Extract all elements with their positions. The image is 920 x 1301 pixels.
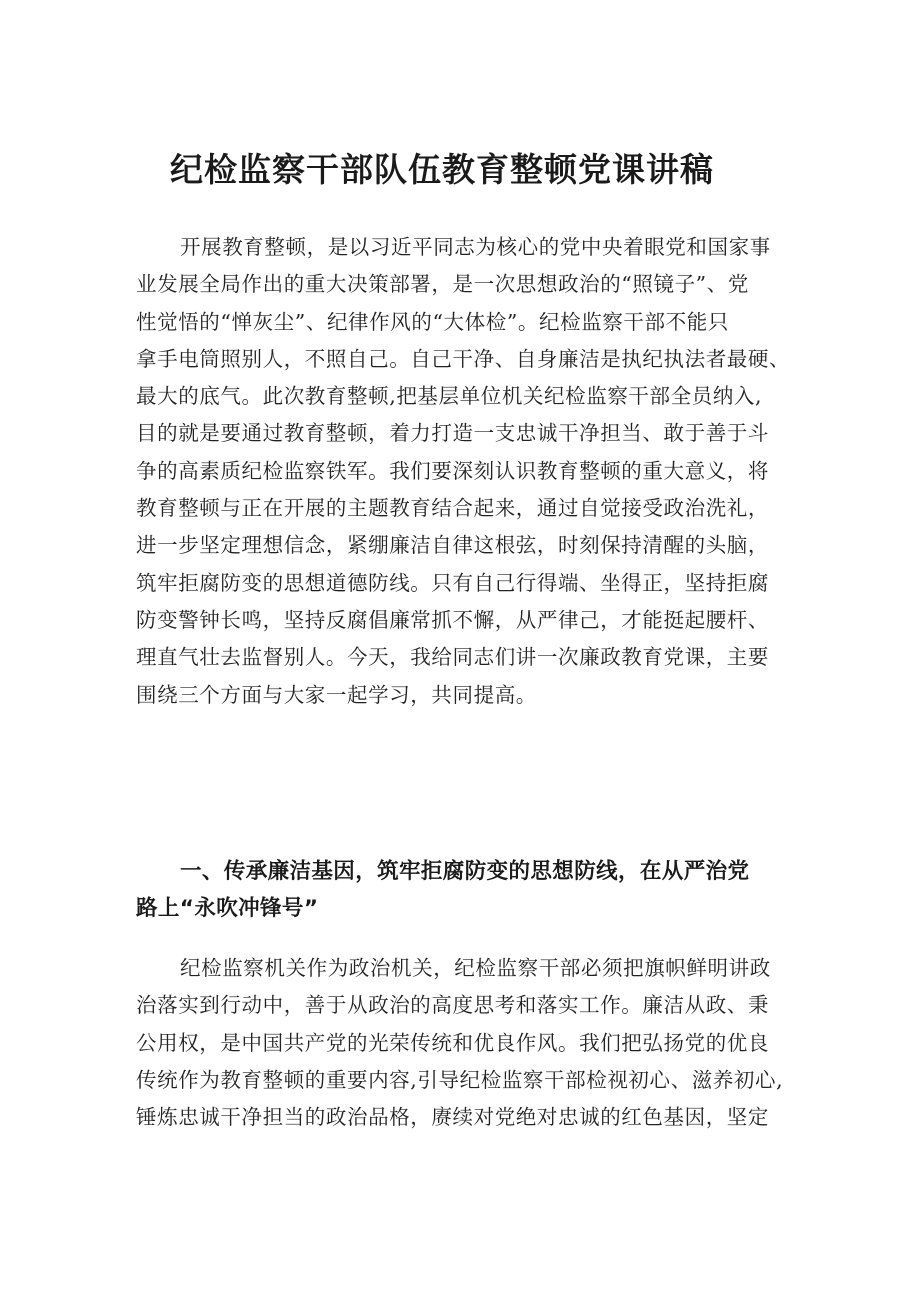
paragraph-line: 防变警钟长鸣，坚持反腐倡廉常抓不懈，从严律己，才能挺起腰杆、 — [136, 607, 769, 632]
heading-line: 路上“永吹冲锋号” — [136, 896, 319, 922]
paragraph-line: 公用权，是中国共产党的光荣传统和优良作风。我们把弘扬党的优良 — [136, 1030, 769, 1055]
paragraph-line: 治落实到行动中，善于从政治的高度思考和落实工作。廉洁从政、秉 — [136, 993, 769, 1018]
paragraph-line: 最大的底气。此次教育整顿,把基层单位机关纪检监察干部全员纳入, — [136, 384, 763, 409]
section-heading-1 — [136, 853, 796, 928]
paragraph-line: 教育整顿与正在开展的主题教育结合起来，通过自觉接受政治洗礼， — [136, 496, 769, 521]
paragraph-line: 进一步坚定理想信念，紧绷廉洁自律这根弦，时刻保持清醒的头脑， — [136, 533, 769, 558]
paragraph-line: 理直气壮去监督别人。今天，我给同志们讲一次廉政教育党课，主要 — [136, 645, 769, 670]
paragraph-line: 开展教育整顿，是以习近平同志为核心的党中央着眼党和国家事 — [180, 235, 771, 259]
paragraph-line: 目的就是要通过教育整顿，着力打造一支忠诚干净担当、敢于善于斗 — [136, 421, 769, 446]
paragraph-line: 纪检监察机关作为政治机关，纪检监察干部必须把旗帜鲜明讲政 — [180, 956, 771, 980]
paragraph-line: 性觉悟的“惮灰尘”、纪律作风的“大体检”。纪检监察干部不能只 — [136, 309, 729, 334]
paragraph-line: 筑牢拒腐防变的思想道德防线。只有自己行得端、坐得正，坚持拒腐 — [136, 570, 769, 595]
section-1-paragraph — [136, 950, 796, 1136]
paragraph-line: 拿手电筒照别人，不照自己。自己干净、自身廉洁是执纪执法者最硬、 — [136, 346, 791, 371]
paragraph-line: 锤炼忠诚干净担当的政治品格，赓续对党绝对忠诚的红色基因，坚定 — [136, 1105, 769, 1130]
paragraph-line: 争的高素质纪检监察铁军。我们要深刻认识教育整顿的重大意义，将 — [136, 458, 769, 483]
document-title: 纪检监察干部队伍教育整顿党课讲稿 — [170, 150, 714, 189]
intro-paragraph — [136, 229, 796, 714]
heading-line: 一、传承廉洁基因，筑牢拒腐防变的思想防线，在从严治党 — [180, 859, 750, 884]
paragraph-line: 围绕三个方面与大家一起学习，共同提高。 — [136, 682, 537, 707]
paragraph-line: 业发展全局作出的重大决策部署，是一次思想政治的“照镜子”、党 — [136, 272, 749, 297]
paragraph-line: 传统作为教育整顿的重要内容,引导纪检监察干部检视初心、滋养初心, — [136, 1067, 784, 1092]
